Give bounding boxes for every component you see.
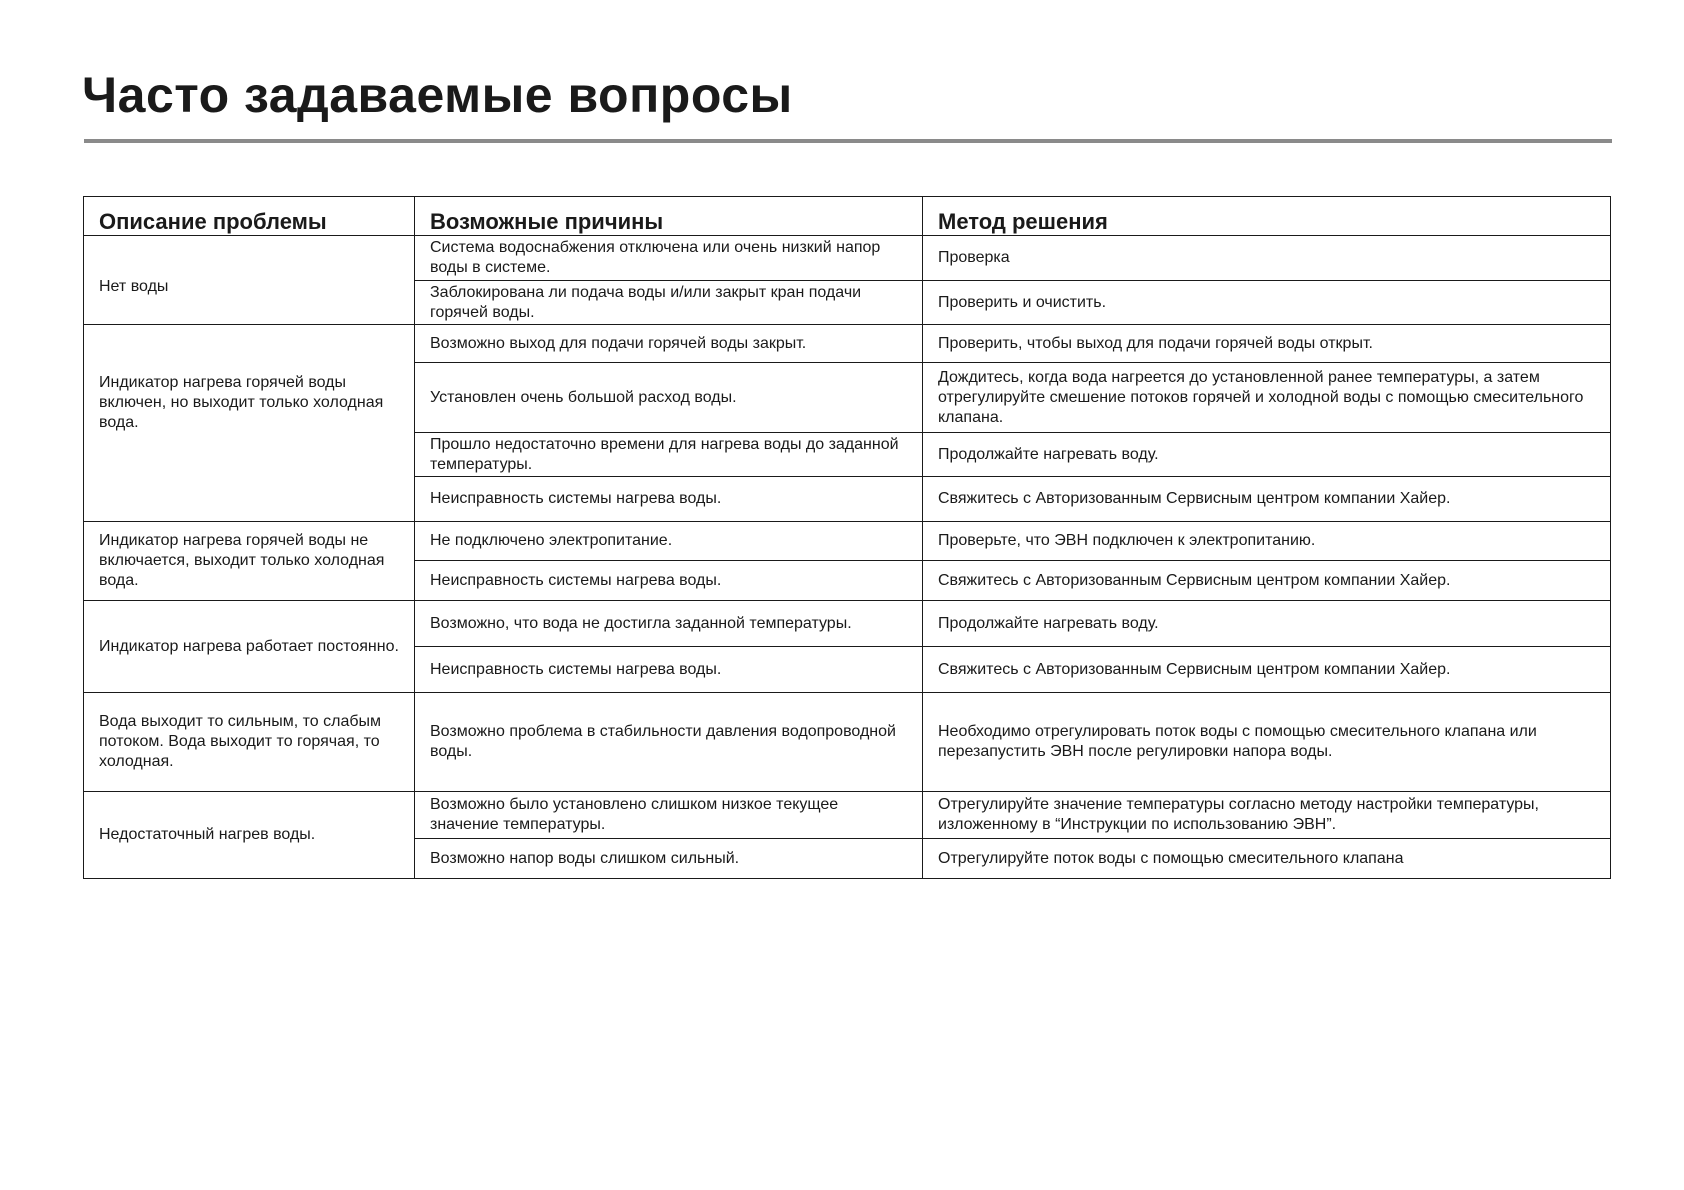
- cause-cell: Неисправность системы нагрева воды.: [415, 647, 923, 693]
- solution-cell: Отрегулируйте поток воды с помощью смесительного клапана: [923, 839, 1611, 879]
- cause-cell: Возможно выход для подачи горячей воды закрыт.: [415, 325, 923, 363]
- solution-cell: Продолжайте нагревать воду.: [923, 601, 1611, 647]
- cause-cell: Возможно было установлено слишком низкое текущее значение температуры.: [415, 792, 923, 839]
- page-title: Часто задаваемые вопросы: [82, 67, 793, 123]
- cause-cell: Прошло недостаточно времени для нагрева воды до заданной температуры.: [415, 433, 923, 477]
- table-row: [84, 325, 1611, 363]
- cause-cell: Возможно, что вода не достигла заданной температуры.: [415, 601, 923, 647]
- cause-cell: Возможно проблема в стабильности давления водопроводной воды.: [415, 693, 923, 792]
- cause-cell: Возможно напор воды слишком сильный.: [415, 839, 923, 879]
- solution-cell: Проверка: [923, 236, 1611, 281]
- solution-cell: Проверить и очистить.: [923, 281, 1611, 325]
- solution-cell: Дождитесь, когда вода нагреется до установленной ранее температуры, а затем отрегулируйте смешение потоков горячей и холодной воды с помощью смесительного клапана.: [923, 363, 1611, 433]
- solution-cell: Продолжайте нагревать воду.: [923, 433, 1611, 477]
- cause-cell: Неисправность системы нагрева воды.: [415, 561, 923, 601]
- problem-cell: Индикатор нагрева работает постоянно.: [84, 601, 415, 693]
- solution-cell: Отрегулируйте значение температуры согласно методу настройки температуры, изложенному в “Инструкции по использованию ЭВН”.: [923, 792, 1611, 839]
- problem-cell: Индикатор нагрева горячей воды не включается, выходит только холодная вода.: [84, 522, 415, 601]
- cause-cell: Установлен очень большой расход воды.: [415, 363, 923, 433]
- cause-cell: Заблокирована ли подача воды и/или закрыт кран подачи горячей воды.: [415, 281, 923, 325]
- problem-cell: Вода выходит то сильным, то слабым потоком. Вода выходит то горячая, то холодная.: [84, 693, 415, 792]
- solution-cell: Проверить, чтобы выход для подачи горячей воды открыт.: [923, 325, 1611, 363]
- header-problem: Описание проблемы: [84, 197, 415, 236]
- solution-cell: Проверьте, что ЭВН подключен к электропитанию.: [923, 522, 1611, 561]
- header-solution: Метод решения: [923, 197, 1611, 236]
- cause-cell: Не подключено электропитание.: [415, 522, 923, 561]
- problem-cell: Недостаточный нагрев воды.: [84, 792, 415, 879]
- table-row: [84, 236, 1611, 281]
- solution-cell: Свяжитесь с Авторизованным Сервисным центром компании Хайер.: [923, 477, 1611, 522]
- table-row: [84, 522, 1611, 561]
- table-header-row: [84, 197, 1611, 236]
- faq-table: [83, 196, 1611, 879]
- problem-cell: Индикатор нагрева горячей воды включен, но выходит только холодная вода.: [84, 325, 415, 522]
- solution-cell: Свяжитесь с Авторизованным Сервисным центром компании Хайер.: [923, 561, 1611, 601]
- table-row: [84, 601, 1611, 647]
- title-divider: [84, 139, 1612, 143]
- problem-cell: Нет воды: [84, 236, 415, 325]
- table-row: [84, 792, 1611, 839]
- header-causes: Возможные причины: [415, 197, 923, 236]
- table-row: [84, 693, 1611, 792]
- solution-cell: Свяжитесь с Авторизованным Сервисным центром компании Хайер.: [923, 647, 1611, 693]
- solution-cell: Необходимо отрегулировать поток воды с помощью смесительного клапана или перезапустить ЭВН после регулировки напора воды.: [923, 693, 1611, 792]
- cause-cell: Неисправность системы нагрева воды.: [415, 477, 923, 522]
- cause-cell: Система водоснабжения отключена или очень низкий напор воды в системе.: [415, 236, 923, 281]
